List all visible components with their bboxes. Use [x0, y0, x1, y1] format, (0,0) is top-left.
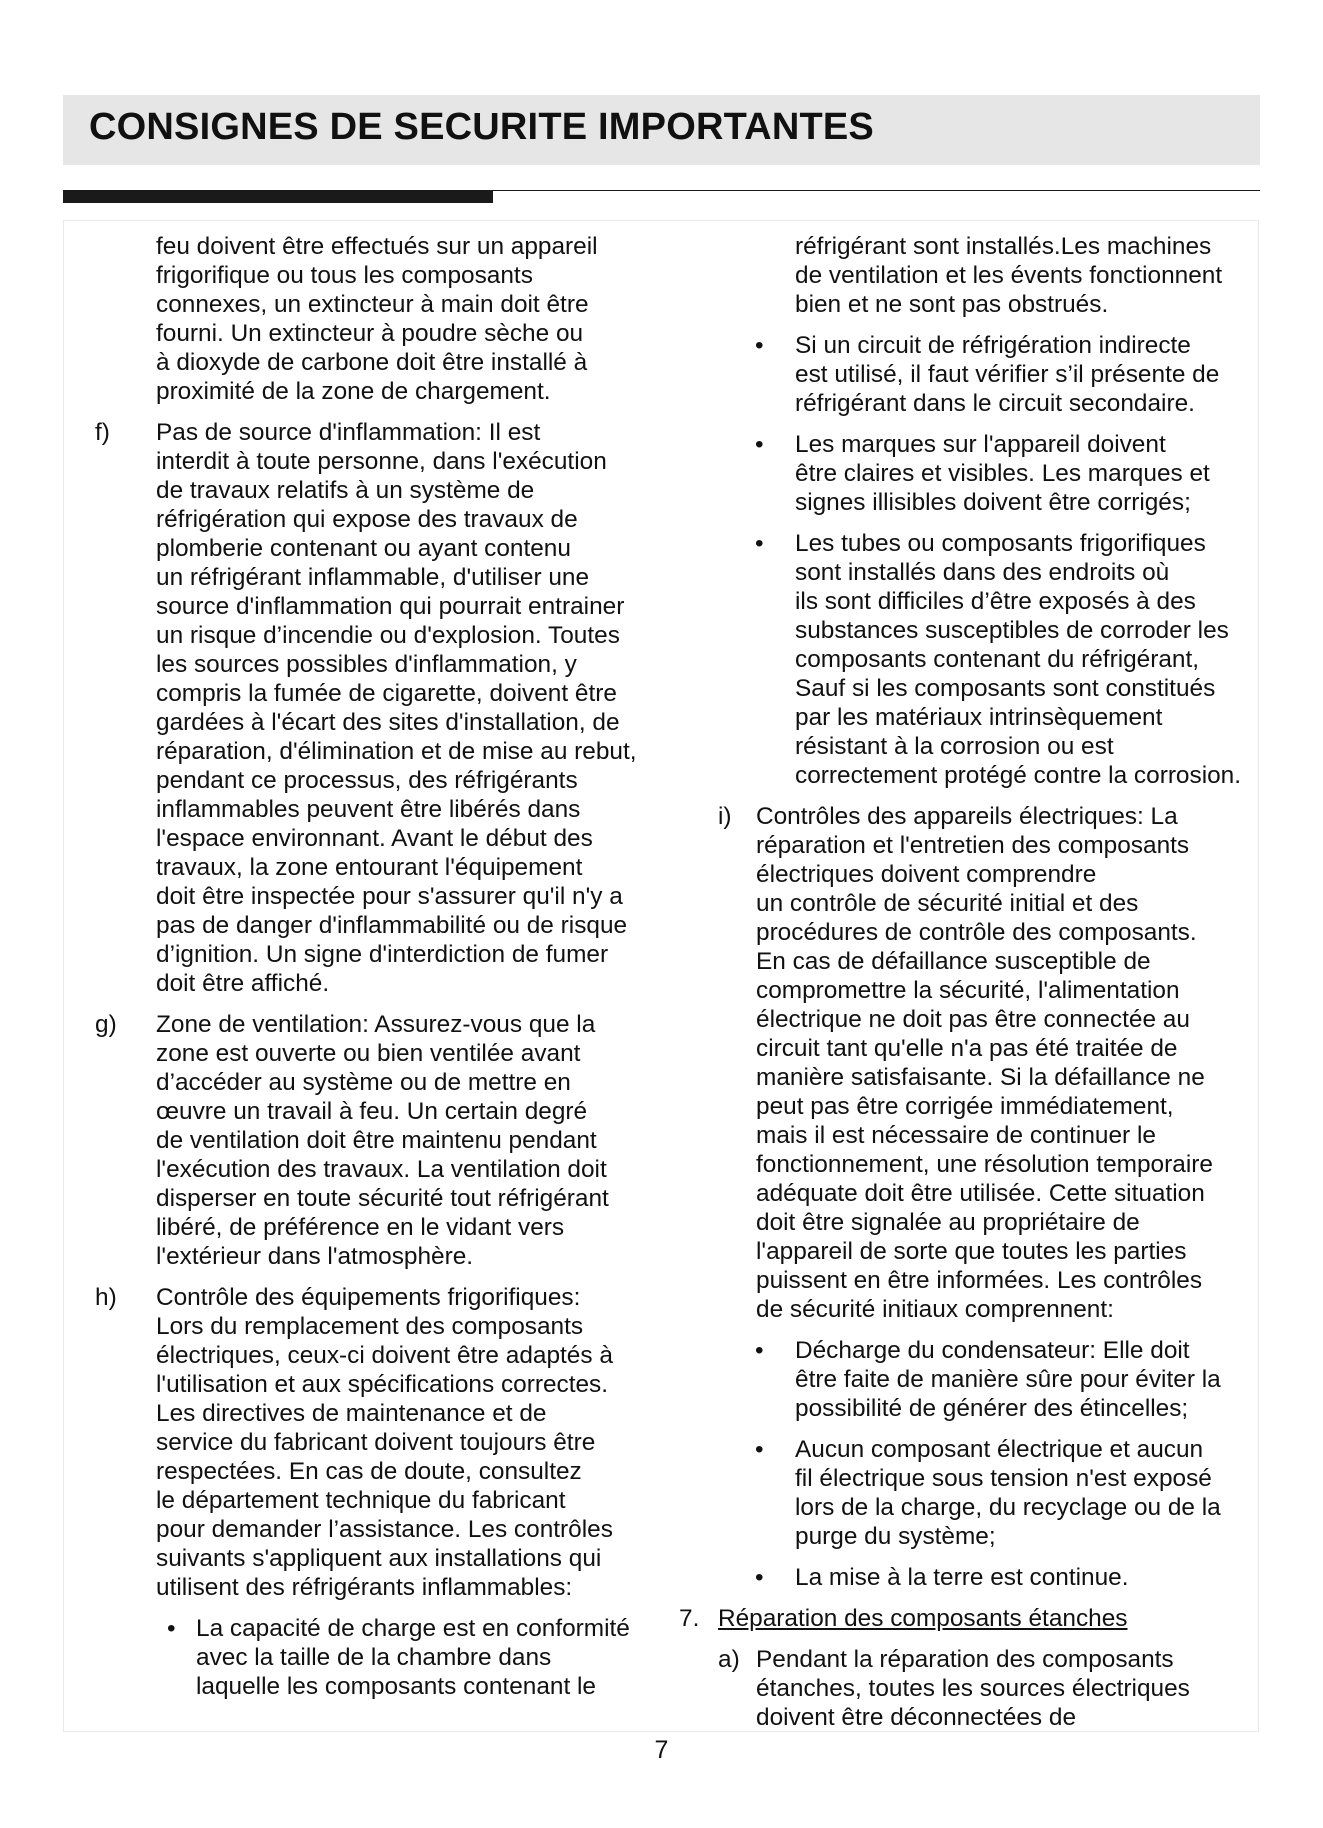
text-line: Pendant la réparation des composants — [756, 1646, 1174, 1673]
text-line: interdit à toute personne, dans l'exécution — [156, 448, 607, 475]
page-title: CONSIGNES DE SECURITE IMPORTANTES — [89, 106, 874, 148]
text-line: Si un circuit de réfrigération indirecte — [795, 332, 1191, 359]
text-line: l'exécution des travaux. La ventilation doit — [156, 1156, 607, 1183]
text-line: Aucun composant électrique et aucun — [795, 1436, 1204, 1463]
right-intro-paragraph — [670, 232, 1260, 319]
text-line: étanches, toutes les sources électriques — [756, 1675, 1190, 1702]
text-line: La mise à la terre est continue. — [795, 1564, 1129, 1591]
text-line: réparation et l'entretien des composants — [756, 832, 1190, 859]
text-line: doit être signalée au propriétaire de — [756, 1209, 1140, 1236]
text-line: purge du système; — [795, 1523, 996, 1550]
text-line: circuit tant qu'elle n'a pas été traitée de — [756, 1035, 1178, 1062]
text-line: libéré, de préférence en le vidant vers — [156, 1214, 565, 1241]
left-intro-paragraph — [95, 232, 655, 406]
text-line: adéquate doit être utilisée. Cette situation — [756, 1180, 1205, 1207]
bullet-capacitor — [670, 1336, 1260, 1423]
item-marker: h) — [95, 1284, 117, 1311]
text-line: respectées. En cas de doute, consultez — [156, 1458, 582, 1485]
text-line: suivants s'appliquent aux installations qui — [156, 1545, 602, 1572]
text-line: l'espace environnant. Avant le début des — [156, 825, 593, 852]
bullet-live-wire — [670, 1435, 1260, 1551]
text-line: Zone de ventilation: Assurez-vous que la — [156, 1011, 596, 1038]
text-line: service du fabricant doivent toujours être — [156, 1429, 596, 1456]
text-line: réfrigérant dans le circuit secondaire. — [795, 390, 1195, 417]
text-line: œuvre un travail à feu. Un certain degré — [156, 1098, 588, 1125]
text-line: possibilité de générer des étincelles; — [795, 1395, 1189, 1422]
text-line: être claires et visibles. Les marques et — [795, 460, 1210, 487]
text-line: électrique ne doit pas être connectée au — [756, 1006, 1190, 1033]
text-line: signes illisibles doivent être corrigés; — [795, 489, 1191, 516]
item-a — [670, 1645, 1260, 1732]
text-line: manière satisfaisante. Si la défaillance ne — [756, 1064, 1205, 1091]
section-title: Réparation des composants étanches — [718, 1605, 1128, 1632]
bullet-dot: • — [755, 332, 764, 359]
text-line: frigorifique ou tous les composants — [156, 262, 533, 289]
text-line: source d'inflammation qui pourrait entrainer — [156, 593, 625, 620]
bullet-grounding — [670, 1563, 1260, 1592]
bullet-dot: • — [755, 1436, 764, 1463]
text-line: électriques, ceux-ci doivent être adaptés à — [156, 1342, 613, 1369]
bullet-dot: • — [167, 1615, 176, 1642]
text-line: être faite de manière sûre pour éviter la — [795, 1366, 1221, 1393]
text-line: mais il est nécessaire de continuer le — [756, 1122, 1156, 1149]
text-line: travaux, la zone entourant l'équipement — [156, 854, 583, 881]
text-line: pendant ce processus, des réfrigérants — [156, 767, 578, 794]
item-marker: g) — [95, 1011, 117, 1038]
bullet-charge-capacity — [95, 1614, 655, 1701]
bullet-indirect-circuit — [670, 331, 1260, 418]
section-number: 7. — [679, 1605, 700, 1632]
text-line: réparation, d'élimination et de mise au rebut, — [156, 738, 637, 765]
text-line: laquelle les composants contenant le — [196, 1673, 596, 1700]
page-number: 7 — [654, 1736, 669, 1764]
text-line: réfrigération qui expose des travaux de — [156, 506, 578, 533]
text-line: inflammables peuvent être libérés dans — [156, 796, 581, 823]
text-line: le département technique du fabricant — [156, 1487, 566, 1514]
text-line: par les matériaux intrinsèquement — [795, 704, 1163, 731]
text-line: Les tubes ou composants frigorifiques — [795, 530, 1206, 557]
text-line: de sécurité initiaux comprennent: — [756, 1296, 1114, 1323]
text-line: puissent en être informées. Les contrôles — [756, 1267, 1203, 1294]
text-line: Les directives de maintenance et de — [156, 1400, 547, 1427]
bullet-dot: • — [755, 530, 764, 557]
item-h — [95, 1283, 655, 1602]
right-column — [670, 232, 1260, 1744]
text-line: procédures de contrôle des composants. — [756, 919, 1197, 946]
text-line: Contrôles des appareils électriques: La — [756, 803, 1178, 830]
item-i — [670, 802, 1260, 1324]
text-line: un risque d’incendie ou d'explosion. Toutes — [156, 622, 620, 649]
item-g — [95, 1010, 655, 1271]
item-marker: i) — [718, 803, 732, 830]
text-line: fourni. Un extincteur à poudre sèche ou — [156, 320, 584, 347]
text-line: à dioxyde de carbone doit être installé à — [156, 349, 588, 376]
text-line: l'extérieur dans l'atmosphère. — [156, 1243, 474, 1270]
text-line: pas de danger d'inflammabilité ou de risque — [156, 912, 628, 939]
text-line: l'appareil de sorte que toutes les parties — [756, 1238, 1187, 1265]
text-line: gardées à l'écart des sites d'installation, de — [156, 709, 620, 736]
item-f — [95, 418, 655, 998]
text-line: compromettre la sécurité, l'alimentation — [756, 977, 1180, 1004]
text-line: Décharge du condensateur: Elle doit — [795, 1337, 1190, 1364]
bullet-dot: • — [755, 1564, 764, 1591]
item-marker: f) — [95, 419, 110, 446]
text-line: avec la taille de la chambre dans — [196, 1644, 552, 1671]
text-line: est utilisé, il faut vérifier s’il présente de — [795, 361, 1220, 388]
text-line: lors de la charge, du recyclage ou de la — [795, 1494, 1221, 1521]
text-line: substances susceptibles de corroder les — [795, 617, 1229, 644]
text-line: connexes, un extincteur à main doit être — [156, 291, 589, 318]
text-line: fonctionnement, une résolution temporaire — [756, 1151, 1213, 1178]
text-line: utilisent des réfrigérants inflammables: — [156, 1574, 573, 1601]
text-line: d’accéder au système ou de mettre en — [156, 1069, 571, 1096]
text-line: pour demander l’assistance. Les contrôles — [156, 1516, 613, 1543]
text-line: sont installés dans des endroits où — [795, 559, 1170, 586]
text-line: électriques doivent comprendre — [756, 861, 1097, 888]
text-line: bien et ne sont pas obstrués. — [795, 291, 1109, 318]
text-line: résistant à la corrosion ou est — [795, 733, 1114, 760]
text-line: de ventilation doit être maintenu pendant — [156, 1127, 597, 1154]
text-line: Les marques sur l'appareil doivent — [795, 431, 1166, 458]
text-line: un contrôle de sécurité initial et des — [756, 890, 1139, 917]
text-line: La capacité de charge est en conformité — [196, 1615, 630, 1642]
text-line: doit être affiché. — [156, 970, 330, 997]
text-line: compris la fumée de cigarette, doivent être — [156, 680, 617, 707]
text-line: fil électrique sous tension n'est exposé — [795, 1465, 1212, 1492]
text-line: les sources possibles d'inflammation, y — [156, 651, 577, 678]
text-line: Contrôle des équipements frigorifiques: — [156, 1284, 581, 1311]
text-line: disperser en toute sécurité tout réfrigérant — [156, 1185, 609, 1212]
text-line: En cas de défaillance susceptible de — [756, 948, 1151, 975]
text-line: un réfrigérant inflammable, d'utiliser une — [156, 564, 590, 591]
left-column — [95, 232, 655, 1713]
section-7 — [670, 1604, 1260, 1633]
bullet-tubes — [670, 529, 1260, 790]
text-line: Pas de source d'inflammation: Il est — [156, 419, 541, 446]
text-line: réfrigérant sont installés.Les machines — [795, 233, 1212, 260]
bullet-markings — [670, 430, 1260, 517]
text-line: l'utilisation et aux spécifications correctes. — [156, 1371, 609, 1398]
text-line: proximité de la zone de chargement. — [156, 378, 551, 405]
text-line: feu doivent être effectués sur un appareil — [156, 233, 598, 260]
item-marker: a) — [718, 1646, 740, 1673]
text-line: d’ignition. Un signe d'interdiction de fumer — [156, 941, 609, 968]
text-line: zone est ouverte ou bien ventilée avant — [156, 1040, 581, 1067]
text-line: doit être inspectée pour s'assurer qu'il n'y a — [156, 883, 623, 910]
text-line: ils sont difficiles d’être exposés à des — [795, 588, 1196, 615]
text-line: composants contenant du réfrigérant, — [795, 646, 1200, 673]
text-line: Sauf si les composants sont constitués — [795, 675, 1216, 702]
text-line: Lors du remplacement des composants — [156, 1313, 584, 1340]
text-line: correctement protégé contre la corrosion. — [795, 762, 1242, 789]
bullet-dot: • — [755, 1337, 764, 1364]
text-line: peut pas être corrigée immédiatement, — [756, 1093, 1174, 1120]
text-line: de ventilation et les évents fonctionnent — [795, 262, 1223, 289]
text-line: de travaux relatifs à un système de — [156, 477, 535, 504]
text-line: doivent être déconnectées de — [756, 1704, 1077, 1731]
text-line: plomberie contenant ou ayant contenu — [156, 535, 571, 562]
bullet-dot: • — [755, 431, 764, 458]
header-rule-thick — [63, 190, 493, 203]
